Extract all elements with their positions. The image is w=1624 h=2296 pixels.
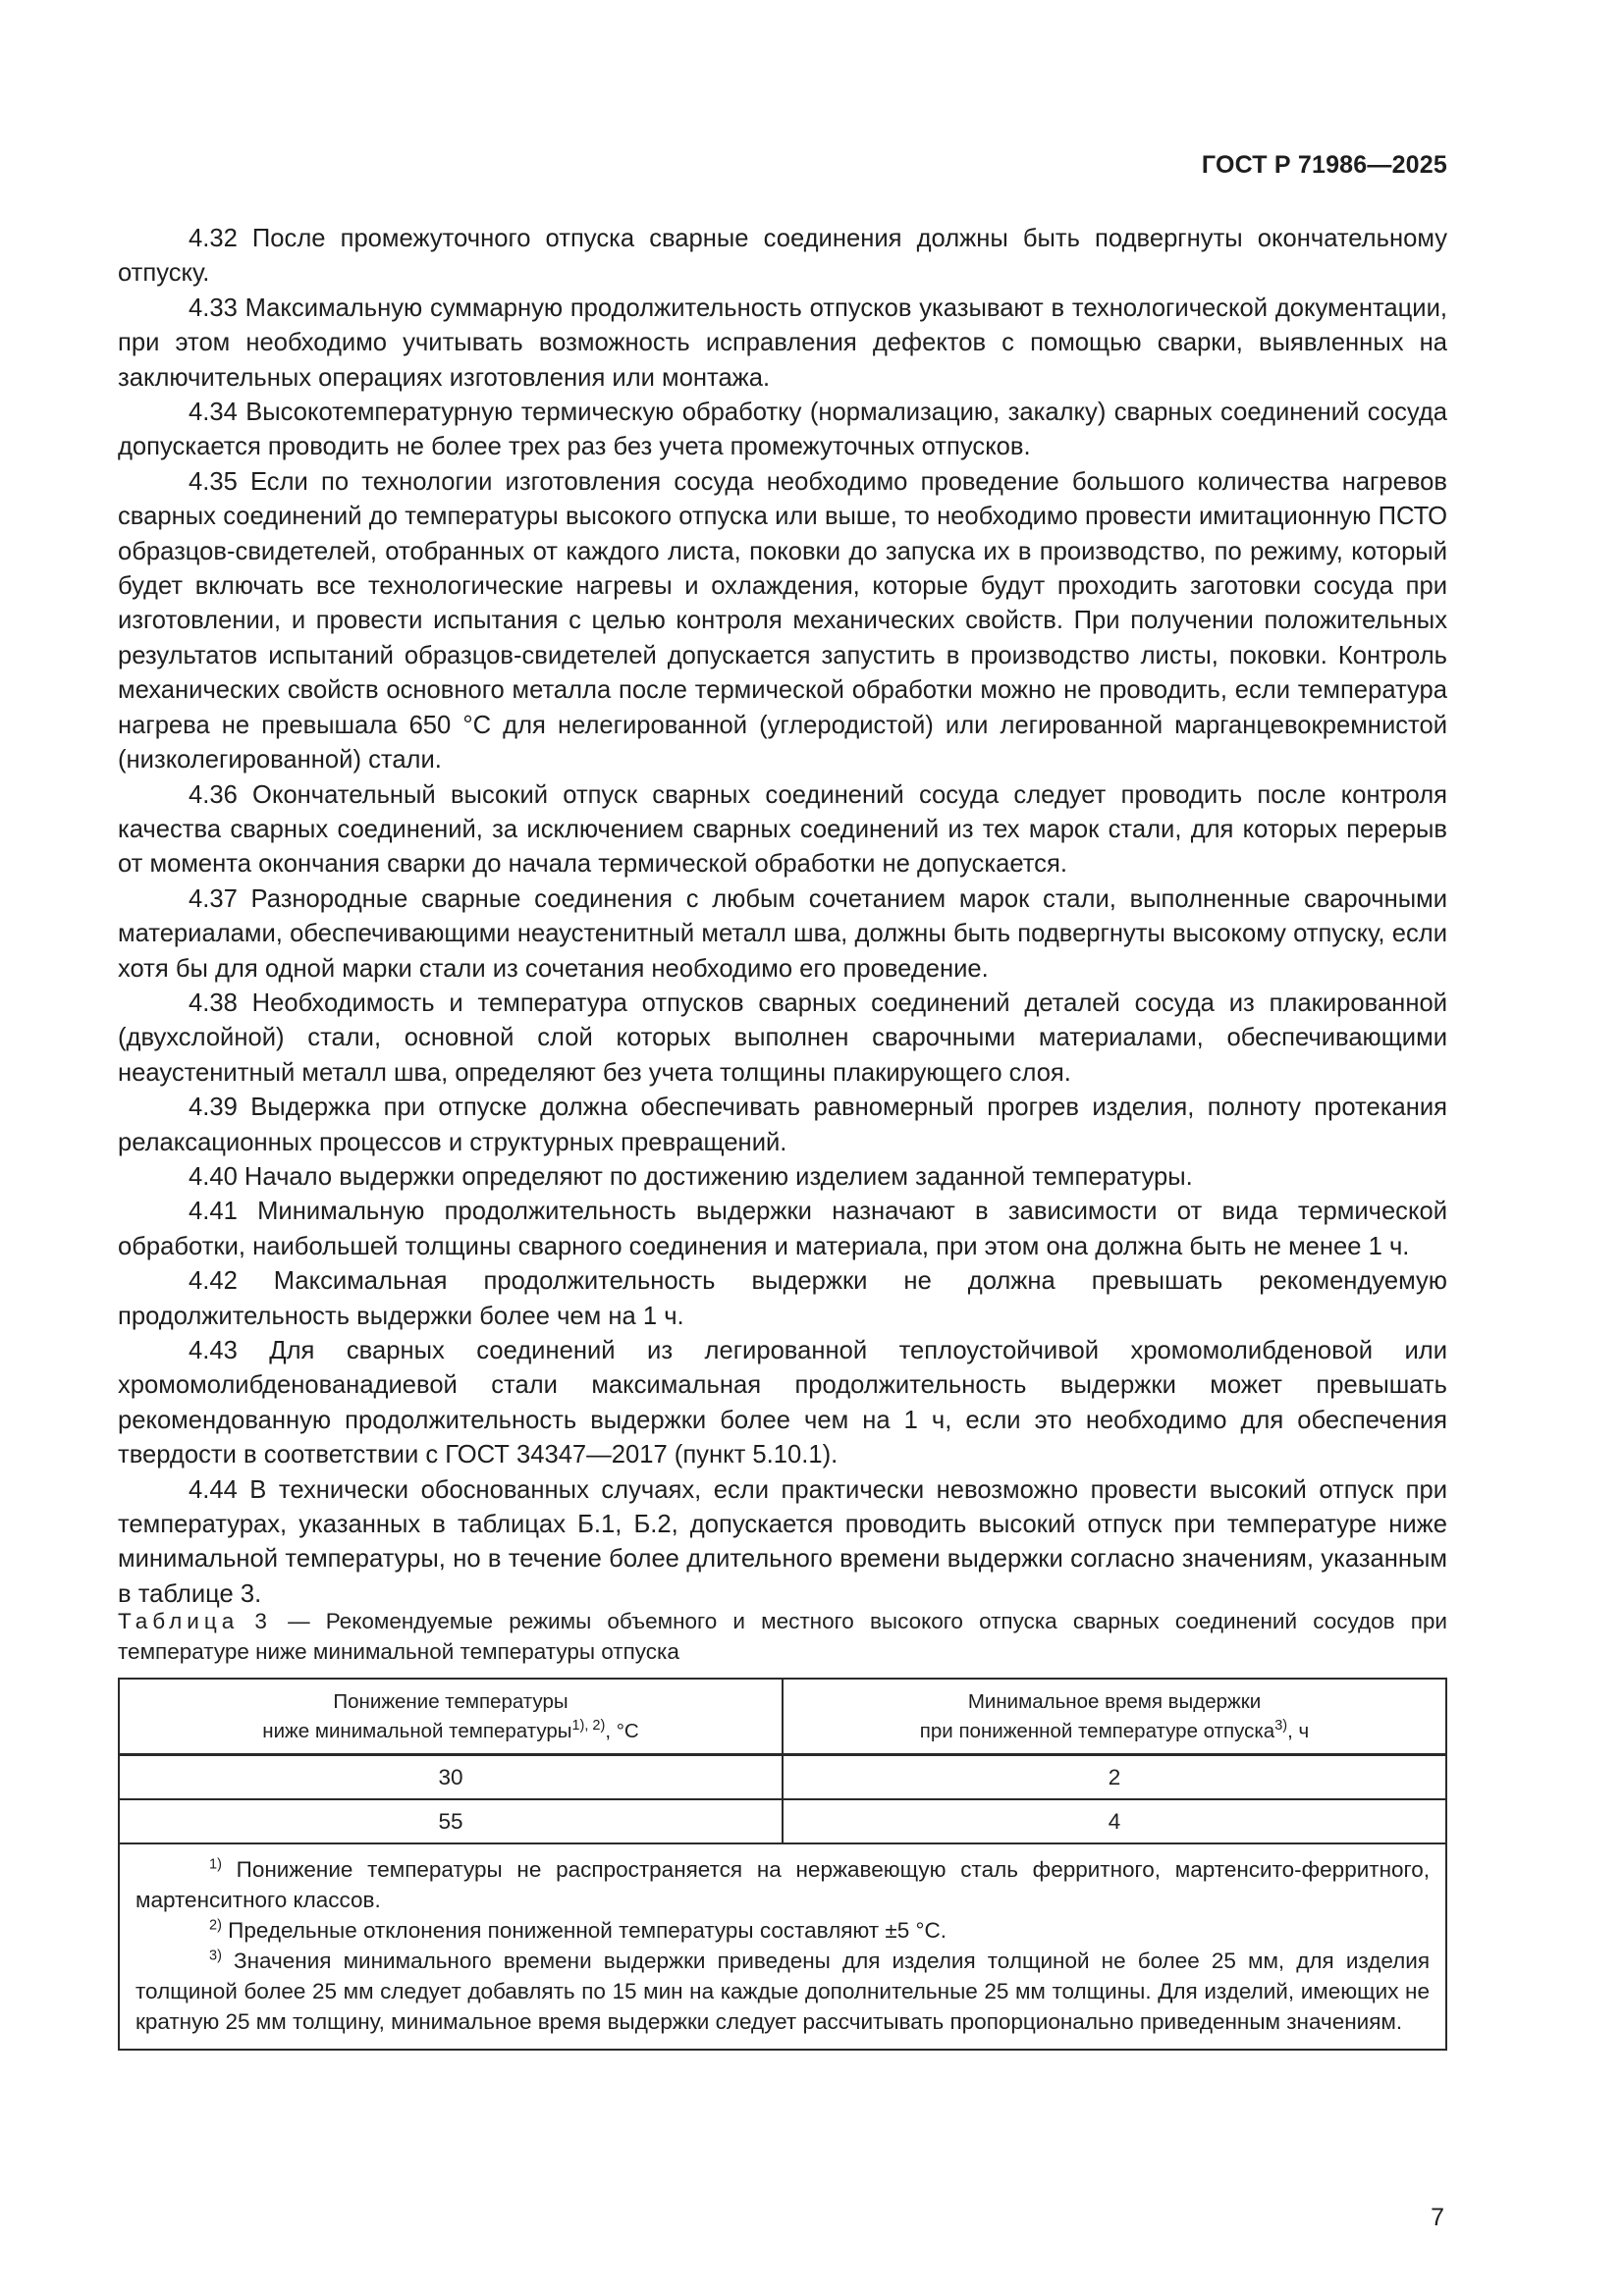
standard-identifier: ГОСТ Р 71986—2025 <box>1201 151 1447 179</box>
table-footnote <box>135 1946 1430 2037</box>
footnote-mark: 1) <box>209 1856 222 1873</box>
table-caption <box>118 1606 1447 1667</box>
column-header-min-time <box>783 1679 1446 1755</box>
paragraph-4-34: 4.34 Высокотемпературную термическую обработку (нормализацию, закалку) сварных соединений сосуда допускается проводить не более трех раз без учета промежуточных отпусков. <box>118 399 1447 461</box>
paragraph-4-38: 4.38 Необходимость и температура отпусков сварных соединений деталей сосуда из плакированной (двухслойной) стали, основной слой которых выполнен сварочными материалами, обеспечивающими неаустенитный металл шва, определяют без учета толщины плакирующего слоя. <box>118 988 1447 1087</box>
column-header-temp-drop-unit: , °С <box>605 1719 639 1742</box>
column-header-min-time-footnote-ref: 3) <box>1274 1717 1288 1734</box>
table-header-row <box>119 1679 1446 1755</box>
table-row <box>119 1799 1446 1843</box>
column-header-temp-drop-footnote-ref: 1), 2) <box>571 1717 606 1734</box>
tempering-table <box>118 1678 1447 2051</box>
table-footnote <box>135 1915 1430 1946</box>
table-footnote <box>135 1854 1430 1915</box>
paragraph-4-32: 4.32 После промежуточного отпуска сварные соединения должны быть подвергнуты окончательному отпуску. <box>118 225 1447 288</box>
table-cell-min-time: 4 <box>783 1799 1446 1843</box>
paragraph-4-35: 4.35 Если по технологии изготовления сосуда необходимо проведение большого количества нагревов сварных соединений до температуры высокого отпуска или выше, то необходимо провести имитационную ПСТО образцов-свидетелей, отобранных от каждого листа, поковки до запуска их в производство, по режиму, который будет включать все технологические нагревы и охлаждения, которые будут проходить заготовки сосуда при изготовлении, и провести испытания с целью контроля механических свойств. При получении положительных результатов испытаний образцов-свидетелей допускается запустить в производство листы, поковки. Контроль механических свойств основного металла после термической обработки можно не проводить, если температура нагрева не превышала 650 °С для нелегированной (углеродистой) или легированной марганцевокремнистой (низколегированной) стали. <box>118 467 1447 774</box>
paragraph-4-37: 4.37 Разнородные сварные соединения с любым сочетанием марок стали, выполненные сварочными материалами, обеспечивающими неаустенитный металл шва, должны быть подвергнуты высокому отпуску, если хотя бы для одной марки стали из сочетания необходимо его проведение. <box>118 884 1447 983</box>
body-text <box>118 222 1447 1612</box>
table-cell-temp-drop: 30 <box>119 1755 783 1800</box>
paragraph-4-33: 4.33 Максимальную суммарную продолжительность отпусков указывают в технологической документации, при этом необходимо учитывать возможность исправления дефектов с помощью сварки, выявленных на заключительных операциях изготовления или монтажа. <box>118 294 1447 392</box>
footnote-text: Значения минимального времени выдержки приведены для изделия толщиной не более 25 мм, для изделия толщиной более 25 мм следует добавлять по 15 мин на каждые дополнительные 25 мм толщины. Для изделий, имеющих не кратную 25 мм толщину, минимальное время выдержки следует рассчитывать пропорционально приведенным значениям. <box>135 1949 1430 2034</box>
column-header-temp-drop-line1: Понижение температуры <box>333 1689 568 1713</box>
table-footnotes <box>119 1843 1446 2050</box>
footnote-text: Понижение температуры не распространяется на нержавеющую сталь ферритного, мартенсито-ферритного, мартенситного классов. <box>135 1857 1430 1912</box>
column-header-temp-drop <box>119 1679 783 1755</box>
page-number: 7 <box>1431 2204 1444 2231</box>
table-cell-temp-drop: 55 <box>119 1799 783 1843</box>
table-cell-min-time: 2 <box>783 1755 1446 1800</box>
paragraph-4-44: 4.44 В технически обоснованных случаях, если практически невозможно провести высокий отпуск при температурах, указанных в таблицах Б.1, Б.2, допускается проводить высокий отпуск при температуре ниже минимальной температуры, но в течение более длительного времени выдержки согласно значениям, указанным в таблице 3. <box>118 1475 1447 1608</box>
column-header-temp-drop-line2: ниже минимальной температуры <box>262 1719 572 1742</box>
column-header-min-time-line1: Минимальное время выдержки <box>967 1689 1262 1713</box>
footnote-mark: 2) <box>209 1917 222 1934</box>
paragraph-4-43: 4.43 Для сварных соединений из легированной теплоустойчивой хромомолибденовой или хромомолибденованадиевой стали максимальная продолжительность выдержки может превышать рекомендованную продолжительность выдержки более чем на 1 ч, если это необходимо для обеспечения твердости в соответствии с ГОСТ 34347—2017 (пункт 5.10.1). <box>118 1337 1447 1469</box>
table-caption-label: Таблица <box>118 1609 240 1633</box>
table-caption-number: 3 <box>254 1609 272 1633</box>
paragraph-4-39: 4.39 Выдержка при отпуске должна обеспечивать равномерный прогрев изделия, полноту протекания релаксационных процессов и структурных превращений. <box>118 1094 1447 1156</box>
paragraph-4-42: 4.42 Максимальная продолжительность выдержки не должна превышать рекомендуемую продолжительность выдержки более чем на 1 ч. <box>118 1267 1447 1330</box>
table-footnotes-row <box>119 1843 1446 2050</box>
paragraph-4-36: 4.36 Окончательный высокий отпуск сварных соединений сосуда следует проводить после контроля качества сварных соединений, за исключением сварных соединений из тех марок стали, для которых перерыв от момента окончания сварки до начала термической обработки не допускается. <box>118 780 1447 879</box>
column-header-min-time-line2: при пониженной температуре отпуска <box>919 1719 1275 1742</box>
table-row <box>119 1755 1446 1800</box>
column-header-min-time-unit: , ч <box>1287 1719 1310 1742</box>
footnote-mark: 3) <box>209 1948 222 1964</box>
paragraph-4-40: 4.40 Начало выдержки определяют по достижению изделием заданной температуры. <box>189 1162 1193 1191</box>
table-caption-text: — Рекомендуемые режимы объемного и местного высокого отпуска сварных соединений сосудов при температуре ниже минимальной температуры отпуска <box>118 1609 1447 1664</box>
paragraph-4-41: 4.41 Минимальную продолжительность выдержки назначают в зависимости от вида термической обработки, наибольшей толщины сварного соединения и материала, при этом она должна быть не менее 1 ч. <box>118 1198 1447 1260</box>
footnote-text: Предельные отклонения пониженной температуры составляют ±5 °С. <box>221 1918 947 1943</box>
